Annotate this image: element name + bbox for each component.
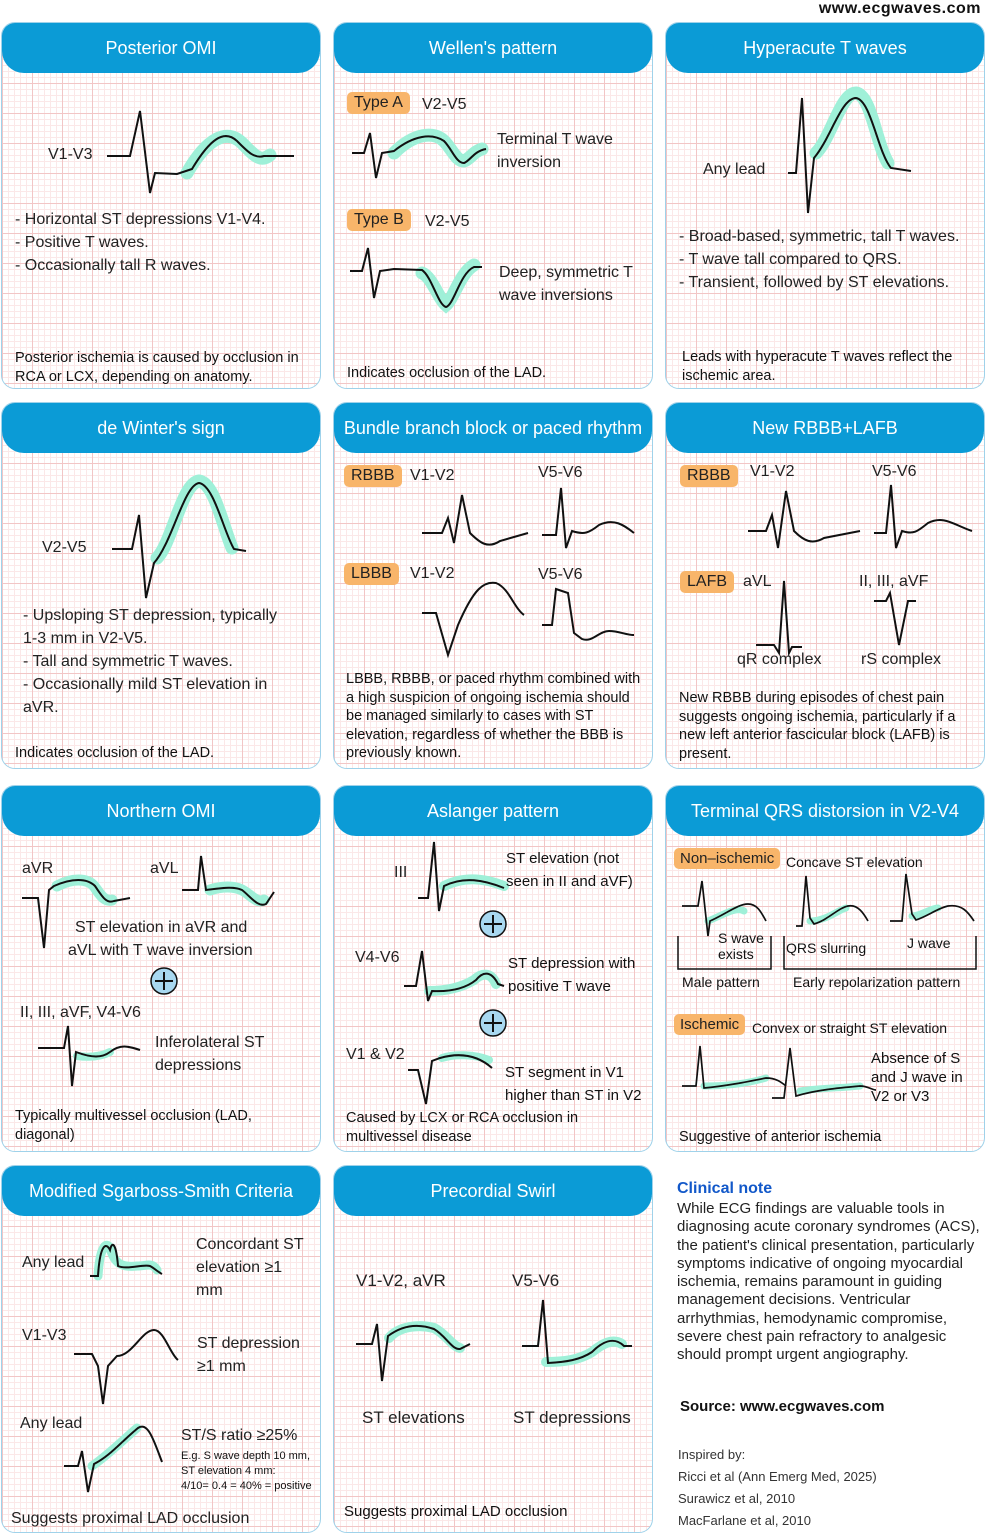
description: ST segment in V1 xyxy=(505,1064,624,1081)
description: ST/S ratio ≥25% xyxy=(181,1427,298,1444)
description: aVL with T wave inversion xyxy=(68,942,253,959)
card-aslanger-pattern xyxy=(333,785,653,1152)
lead-label: aVL xyxy=(150,860,179,877)
card-title: Bundle branch block or paced rhythm xyxy=(334,403,652,453)
description: seen in II and aVF) xyxy=(506,873,633,890)
hyperacute-ecg xyxy=(666,23,985,389)
description: inversion xyxy=(497,154,562,171)
label: S wave xyxy=(718,930,764,946)
card-title: Modified Sgarboss-Smith Criteria xyxy=(2,1166,320,1216)
lead-label: aVR xyxy=(22,860,54,877)
bullet: - Upsloping ST depression, typically xyxy=(23,607,278,624)
lead-label: II, III, aVF, V4-V6 xyxy=(20,1004,141,1021)
complex-label: rS complex xyxy=(861,651,942,668)
card-terminal-qrs-distorsion xyxy=(665,785,985,1152)
card-footer: Posterior ischemia is caused by occlusion in RCA or LCX, depending on anatomy. xyxy=(15,350,299,385)
card-footer: Suggests proximal LAD occlusion xyxy=(344,1503,568,1520)
description: Concave ST elevation xyxy=(786,854,923,870)
card-footer: Indicates occlusion of the LAD. xyxy=(15,745,215,761)
rbbb-tag: RBBB xyxy=(680,465,738,487)
lead-label: V5-V6 xyxy=(538,566,583,583)
card-title: Wellen's pattern xyxy=(334,23,652,73)
label: J wave xyxy=(907,935,951,951)
description: Inferolateral ST xyxy=(155,1034,265,1051)
posterior-ecg xyxy=(2,23,321,389)
description: Convex or straight ST elevation xyxy=(752,1020,948,1036)
card-title: Posterior OMI xyxy=(2,23,320,73)
card-bundle-branch-block xyxy=(333,402,653,769)
example: ST elevation 4 mm: xyxy=(181,1465,276,1477)
card-wellens-pattern xyxy=(333,22,653,389)
reference: MacFarlane et al, 2010 xyxy=(678,1513,811,1528)
description: ST elevation in aVR and xyxy=(75,919,248,936)
description: mm xyxy=(196,1282,223,1299)
complex-label: qR complex xyxy=(737,651,822,668)
caption: ST depressions xyxy=(513,1408,631,1427)
lead-label: V1-V3 xyxy=(48,146,93,163)
description: depressions xyxy=(155,1057,242,1074)
lead-label: V1-V2, aVR xyxy=(356,1271,446,1290)
rbbb-tag: RBBB xyxy=(344,465,402,487)
bullet: 1-3 mm in V2-V5. xyxy=(23,630,148,647)
label: Male pattern xyxy=(682,974,760,990)
description: higher than ST in V2 xyxy=(505,1087,642,1104)
card-title: Precordial Swirl xyxy=(334,1166,652,1216)
description: V2 or V3 xyxy=(871,1088,930,1105)
bullet: - Tall and symmetric T waves. xyxy=(23,653,233,670)
label: Early repolarization pattern xyxy=(793,974,961,990)
reference: Surawicz et al, 2010 xyxy=(678,1491,796,1506)
caption: ST elevations xyxy=(362,1408,465,1427)
lead-label: II, III, aVF xyxy=(859,573,929,590)
card-northern-omi xyxy=(1,785,321,1152)
lead-label: Any lead xyxy=(20,1415,83,1432)
lead-label: III xyxy=(394,864,408,881)
lead-label: V1-V2 xyxy=(750,463,795,480)
description: Absence of S xyxy=(871,1050,961,1067)
bullet: - Transient, followed by ST elevations. xyxy=(679,274,950,291)
ischemic-tag: Ischemic xyxy=(674,1014,745,1035)
lead-label: V5-V6 xyxy=(872,463,917,480)
lead-label: V5-V6 xyxy=(512,1271,560,1290)
lead-label: V2-V5 xyxy=(425,213,470,230)
site-url: www.ecgwaves.com xyxy=(818,0,981,17)
card-footer: LBBB, RBBB, or paced rhythm combined with a high suspicion of ongoing ischemia should be managed similarly to cases with ST elevation, regardless of whether the BBB is previously known. xyxy=(346,671,641,761)
inspired-label: Inspired by: xyxy=(678,1447,746,1462)
terminal-ecg xyxy=(666,786,985,1152)
type-a-tag: Type A xyxy=(347,92,410,114)
lbbb-tag: LBBB xyxy=(344,563,399,585)
bullet: - Horizontal ST depressions V1-V4. xyxy=(15,211,266,228)
lead-label: V1 & V2 xyxy=(346,1046,405,1063)
card-footer: Typically multivessel occlusion (LAD, diagonal) xyxy=(15,1108,252,1143)
card-precordial-swirl xyxy=(333,1165,653,1533)
lead-label: V2-V5 xyxy=(42,539,87,556)
wellens-ecg xyxy=(334,23,653,389)
card-title: Terminal QRS distorsion in V2-V4 xyxy=(666,786,984,836)
description: and J wave in xyxy=(871,1069,963,1086)
non-ischemic-tag: Non–ischemic xyxy=(674,848,780,869)
bullet: - Occasionally tall R waves. xyxy=(15,257,211,274)
card-footer: Leads with hyperacute T waves reflect the ischemic area. xyxy=(682,349,953,384)
lead-label: V2-V5 xyxy=(422,96,467,113)
example: E.g. S wave depth 10 mm, xyxy=(181,1450,311,1462)
lead-label: Any lead xyxy=(22,1254,85,1271)
description: Concordant ST xyxy=(196,1236,304,1253)
label: QRS slurring xyxy=(786,940,867,956)
card-posterior-omi xyxy=(1,22,321,389)
card-sgarbossa-smith xyxy=(1,1165,321,1533)
card-de-winters-sign xyxy=(1,402,321,769)
clinical-note-title: Clinical note xyxy=(677,1180,773,1197)
description: wave inversions xyxy=(499,287,613,304)
card-new-rbbb-lafb xyxy=(665,402,985,769)
clinical-note-body: While ECG findings are valuable tools in diagnosing acute coronary syndromes (ACS), the patient's clinical presentation, particularly symptoms indicative of ongoing myocardial ischemia, remains paramount in guiding management decisions. Ventricular arrhythmias, hemodynamic compromise, severe chest pain refractory to analgesic should prompt urgent angiography. xyxy=(677,1200,980,1364)
card-title: Northern OMI xyxy=(2,786,320,836)
description: positive T wave xyxy=(508,978,611,995)
bullet: - Broad-based, symmetric, tall T waves. xyxy=(679,228,960,245)
description: ≥1 mm xyxy=(197,1358,246,1375)
lead-label: V4-V6 xyxy=(355,949,400,966)
card-title: Hyperacute T waves xyxy=(666,23,984,73)
description: elevation ≥1 xyxy=(196,1259,283,1276)
source-link[interactable]: Source: www.ecgwaves.com xyxy=(680,1398,885,1415)
description: ST depression xyxy=(197,1335,300,1352)
card-footer: New RBBB during episodes of chest pain suggests ongoing ischemia, particularly if a new left anterior fascicular block (LAFB) is present. xyxy=(679,690,956,762)
card-footer: Suggestive of anterior ischemia xyxy=(679,1129,882,1145)
description: Terminal T wave xyxy=(497,131,613,148)
type-b-tag: Type B xyxy=(347,209,411,231)
card-hyperacute-t-waves xyxy=(665,22,985,389)
card-title: New RBBB+LAFB xyxy=(666,403,984,453)
reference: Ricci et al (Ann Emerg Med, 2025) xyxy=(678,1469,877,1484)
northern-ecg xyxy=(2,786,321,1152)
card-footer: Caused by LCX or RCA occlusion in multivessel disease xyxy=(346,1110,579,1145)
card-title: de Winter's sign xyxy=(2,403,320,453)
card-footer: Indicates occlusion of the LAD. xyxy=(347,365,547,381)
card-title: Aslanger pattern xyxy=(334,786,652,836)
clinical-note xyxy=(677,1180,985,1365)
label: exists xyxy=(718,946,754,962)
bullet: - T wave tall compared to QRS. xyxy=(679,251,902,268)
bullet: - Occasionally mild ST elevation in xyxy=(23,676,268,693)
bullet: aVR. xyxy=(23,699,59,716)
lead-label: Any lead xyxy=(703,161,766,178)
description: ST depression with xyxy=(508,955,636,972)
bullet: - Positive T waves. xyxy=(15,234,149,251)
description: ST elevation (not xyxy=(506,850,620,867)
lead-label: V5-V6 xyxy=(538,464,583,481)
lead-label: V1-V2 xyxy=(410,565,455,582)
description: Deep, symmetric T xyxy=(499,264,633,281)
lead-label: aVL xyxy=(743,573,772,590)
card-footer: Suggests proximal LAD occlusion xyxy=(11,1510,250,1527)
example: 4/10= 0.4 = 40% = positive xyxy=(181,1480,312,1492)
swirl-ecg xyxy=(334,1166,653,1533)
lead-label: V1-V2 xyxy=(410,467,455,484)
lead-label: V1-V3 xyxy=(22,1327,67,1344)
lafb-tag: LAFB xyxy=(680,571,734,593)
